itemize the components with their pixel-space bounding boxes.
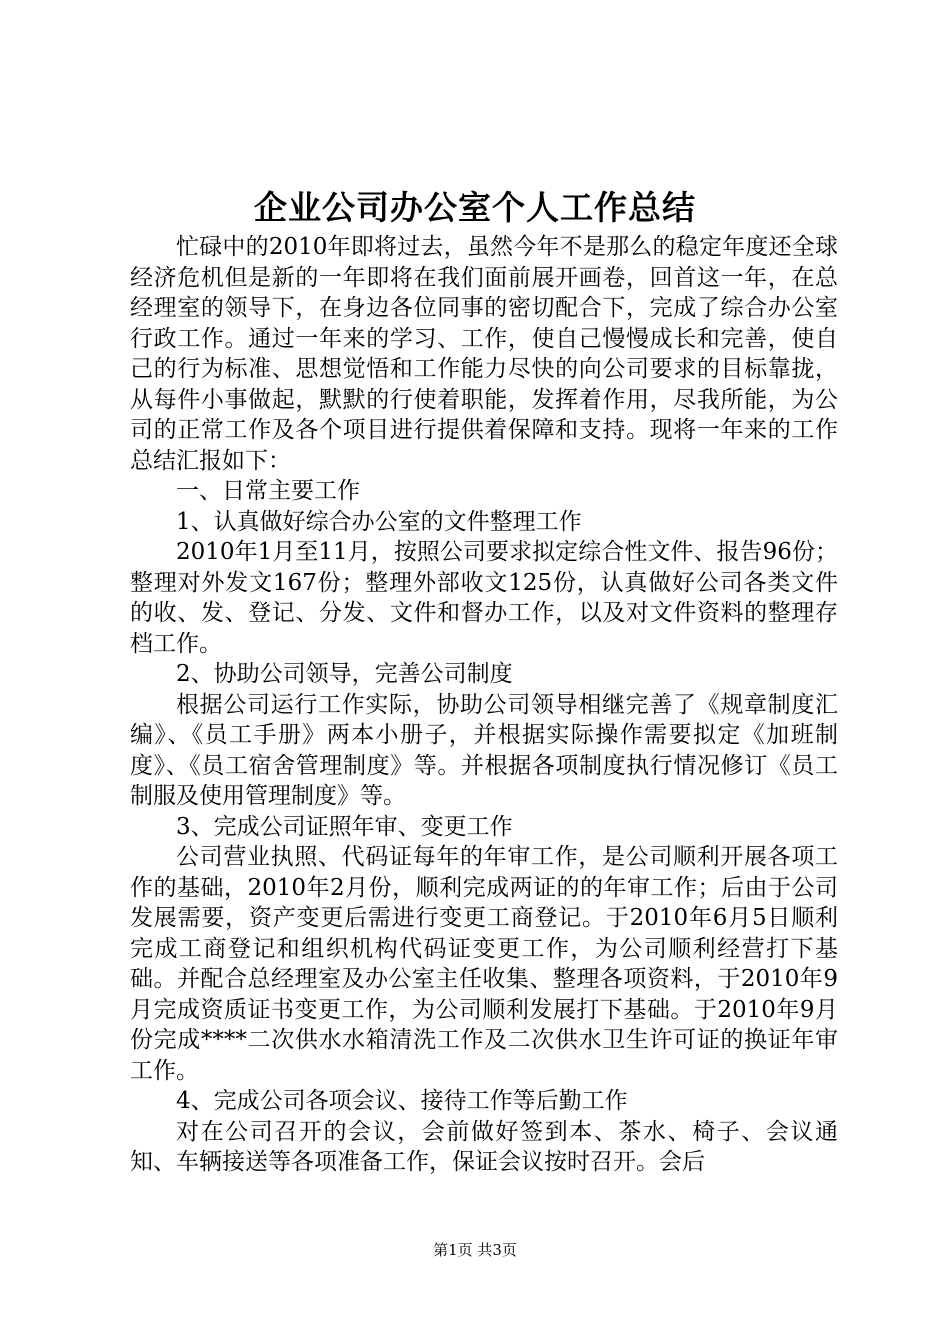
item-heading-meetings-logistics: 4、完成公司各项会议、接待工作等后勤工作	[176, 1088, 628, 1114]
intro-paragraph: 忙碌中的2010年即将过去，虽然今年不是那么的稳定年度还全球经济危机但是新的一年即将在我们面前展开画卷，回首这一年，在总经理室的领导下，在身边各位同事的密切配合下，完成了综合办公室行政工作。通过一年来的学习、工作，使自己慢慢成长和完善，使自己的行为标准、思想觉悟和工作能力尽快的向公司要求的目标靠拢，从每件小事做起，默默的行使着职能，发挥着作用，尽我所能，为公司的正常工作及各个项目进行提供着保障和支持。现将一年来的工作总结汇报如下：	[130, 234, 838, 474]
document-body	[130, 232, 838, 1178]
page-number-footer: 第1页 共3页	[433, 1241, 517, 1259]
item-paragraph-file-management: 2010年1月至11月，按照公司要求拟定综合性文件、报告96份；整理对外发文167份；整理外部收文125份，认真做好公司各类文件的收、发、登记、分发、文件和督办工作，以及对文件资料的整理存档工作。	[130, 539, 838, 657]
item-paragraph-company-rules: 根据公司运行工作实际，协助公司领导相继完善了《规章制度汇编》、《员工手册》两本小册子，并根据实际操作需要拟定《加班制度》、《员工宿舍管理制度》等。并根据各项制度执行情况修订《员工制服及使用管理制度》等。	[130, 691, 838, 809]
item-heading-company-rules: 2、协助公司领导，完善公司制度	[176, 661, 513, 687]
item-paragraph-meetings-logistics: 对在公司召开的会议，会前做好签到本、茶水、椅子、会议通知、车辆接送等各项准备工作，保证会议按时召开。会后	[130, 1118, 838, 1175]
document-title: 企业公司办公室个人工作总结	[254, 188, 696, 227]
item-heading-file-management: 1、认真做好综合办公室的文件整理工作	[176, 508, 582, 535]
item-heading-license-review: 3、完成公司证照年审、变更工作	[176, 813, 513, 840]
item-paragraph-license-review: 公司营业执照、代码证每年的年审工作，是公司顺利开展各项工作的基础，2010年2月份，顺利完成两证的的年审工作；后由于公司发展需要，资产变更后需进行变更工商登记。于2010年6月5日顺利完成工商登记和组织机构代码证变更工作，为公司顺利经营打下基础。并配合总经理室及办公室主任收集、整理各项资料，于2010年9月完成资质证书变更工作，为公司顺利发展打下基础。于2010年9月份完成****二次供水水箱清洗工作及二次供水卫生许可证的换证年审工作。	[130, 844, 838, 1084]
section-heading-daily-work: 一、日常主要工作	[176, 478, 360, 504]
